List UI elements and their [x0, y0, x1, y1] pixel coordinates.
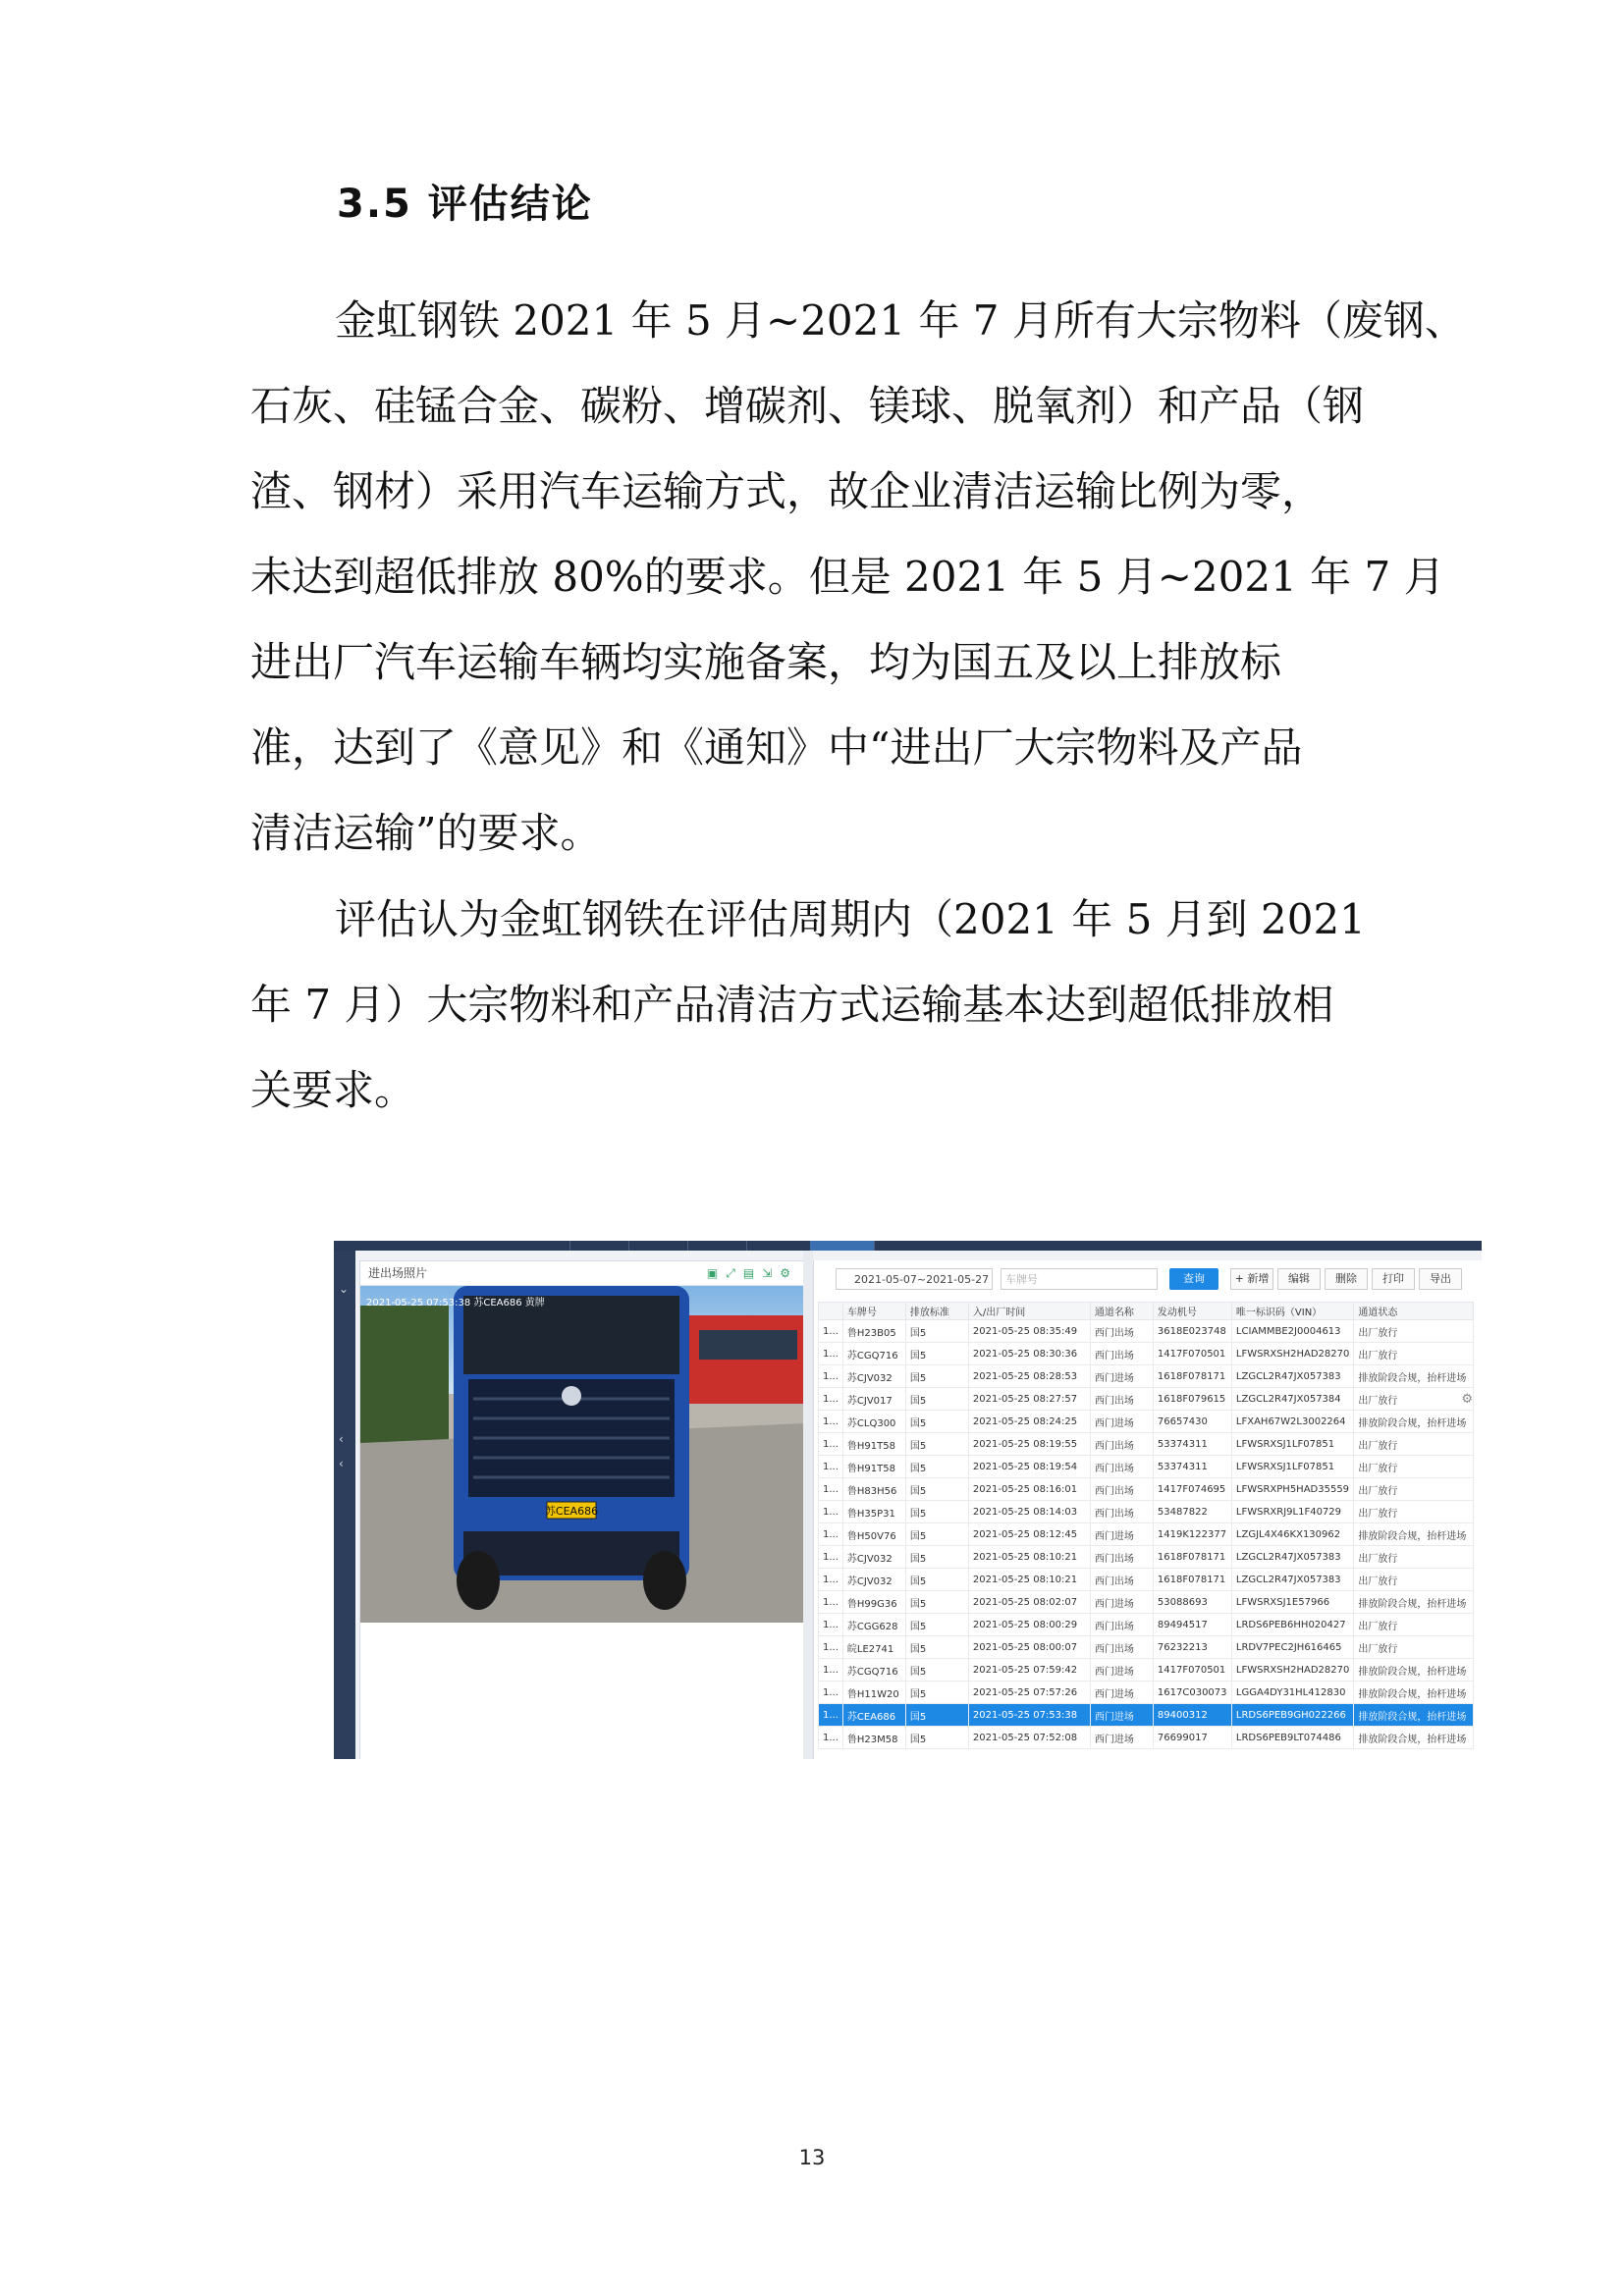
table-cell: 西门出场 — [1090, 1456, 1153, 1478]
print-button[interactable]: 打印 — [1372, 1268, 1415, 1290]
table-cell: 西门出场 — [1090, 1569, 1153, 1591]
table-cell: 1617C030073 — [1153, 1682, 1231, 1704]
table-cell: 排放阶段合规，抬杆进场 — [1354, 1727, 1474, 1749]
table-cell: 1618F079615 — [1153, 1388, 1231, 1411]
text-line: 进出厂汽车运输车辆均实施备案，均为国五及以上排放标 — [250, 638, 1282, 686]
text-line: 年 7 月）大宗物料和产品清洁方式运输基本达到超低排放相 — [250, 981, 1334, 1029]
table-cell: 53088693 — [1153, 1591, 1231, 1614]
table-cell: 出厂放行 — [1354, 1636, 1474, 1659]
table-cell: LRDS6PEB9GH022266 — [1231, 1704, 1353, 1727]
table-cell: 西门出场 — [1090, 1614, 1153, 1636]
table-cell: 苏CJV032 — [842, 1546, 905, 1569]
text-line: 金虹钢铁 2021 年 5 月~2021 年 7 月所有大宗物料（废钢、 — [335, 296, 1466, 345]
column-header[interactable]: 发动机号 — [1153, 1303, 1231, 1320]
column-header[interactable]: 入/出厂时间 — [968, 1303, 1090, 1320]
table-cell: 1... — [819, 1569, 843, 1591]
table-cell: LZGCL2R47JX057383 — [1231, 1546, 1353, 1569]
chevron-left-icon[interactable]: ‹ — [339, 1457, 344, 1470]
table-cell: 2021-05-25 08:00:29 — [968, 1614, 1090, 1636]
table-cell: 国5 — [905, 1478, 968, 1501]
table-cell: 排放阶段合规，抬杆进场 — [1354, 1659, 1474, 1682]
table-cell: 1... — [819, 1478, 843, 1501]
table-cell: 国5 — [905, 1523, 968, 1546]
table-cell: 国5 — [905, 1388, 968, 1411]
table-cell: 西门进场 — [1090, 1727, 1153, 1749]
table-cell: 出厂放行 — [1354, 1456, 1474, 1478]
edit-button[interactable]: 编辑 — [1277, 1268, 1321, 1290]
table-row[interactable] — [819, 1320, 1474, 1343]
table-cell: 国5 — [905, 1636, 968, 1659]
text-line: 石灰、硅锰合金、碳粉、增碳剂、镁球、脱氧剂）和产品（钢 — [250, 382, 1365, 430]
table-cell: 1... — [819, 1411, 843, 1433]
section-heading: 3.5 评估结论 — [337, 182, 593, 227]
table-cell: 国5 — [905, 1682, 968, 1704]
app-top-bar — [334, 1241, 1482, 1251]
table-cell: 西门出场 — [1090, 1343, 1153, 1365]
table-cell: 1... — [819, 1343, 843, 1365]
table-cell: 1417F070501 — [1153, 1343, 1231, 1365]
table-row[interactable] — [819, 1501, 1474, 1523]
table-cell: 出厂放行 — [1354, 1388, 1474, 1411]
chevron-left-icon[interactable]: ‹ — [339, 1432, 344, 1446]
table-cell: LZGCL2R47JX057384 — [1231, 1388, 1353, 1411]
photo-toolbar-icons[interactable]: ▣⤢▤⇲⚙ — [706, 1266, 798, 1280]
table-cell: LFXAH67W2L3002264 — [1231, 1411, 1353, 1433]
paragraph-assessment — [250, 877, 1389, 1133]
table-cell: 1417F074695 — [1153, 1478, 1231, 1501]
table-cell: LCIAMMBE2J0004613 — [1231, 1320, 1353, 1343]
table-cell: 苏CJV017 — [842, 1388, 905, 1411]
table-cell: 1... — [819, 1546, 843, 1569]
table-cell: 国5 — [905, 1569, 968, 1591]
table-cell: 国5 — [905, 1727, 968, 1749]
table-cell: 1417F070501 — [1153, 1659, 1231, 1682]
table-cell: 西门出场 — [1090, 1320, 1153, 1343]
table-cell: 1... — [819, 1704, 843, 1727]
table-cell: 国5 — [905, 1704, 968, 1727]
table-cell: 国5 — [905, 1456, 968, 1478]
table-header-row — [819, 1303, 1474, 1320]
table-cell: 苏CJV032 — [842, 1569, 905, 1591]
table-cell: 排放阶段合规，抬杆进场 — [1354, 1682, 1474, 1704]
table-cell: 出厂放行 — [1354, 1478, 1474, 1501]
column-header[interactable]: 通道状态 — [1354, 1303, 1474, 1320]
table-cell: 西门出场 — [1090, 1388, 1153, 1411]
table-cell: 国5 — [905, 1365, 968, 1388]
table-cell: 2021-05-25 07:52:08 — [968, 1727, 1090, 1749]
table-cell: 1... — [819, 1523, 843, 1546]
table-cell: 2021-05-25 08:19:54 — [968, 1456, 1090, 1478]
vehicle-photo — [360, 1286, 804, 1623]
table-cell: 西门出场 — [1090, 1501, 1153, 1523]
table-cell: 1... — [819, 1320, 843, 1343]
table-cell: 西门进场 — [1090, 1411, 1153, 1433]
table-cell: LRDV7PEC2JH616465 — [1231, 1636, 1353, 1659]
table-cell: 2021-05-25 08:16:01 — [968, 1478, 1090, 1501]
table-cell: 出厂放行 — [1354, 1569, 1474, 1591]
table-cell: 苏CEA686 — [842, 1704, 905, 1727]
text-line: 渣、钢材）采用汽车运输方式，故企业清洁运输比例为零， — [250, 467, 1324, 515]
table-cell: LFWSRXSJ1LF07851 — [1231, 1433, 1353, 1456]
table-cell: 1618F078171 — [1153, 1365, 1231, 1388]
table-cell: 苏CGG628 — [842, 1614, 905, 1636]
splitter[interactable] — [803, 1251, 813, 1759]
table-cell: 53487822 — [1153, 1501, 1231, 1523]
table-cell: 国5 — [905, 1411, 968, 1433]
table-cell: 鲁H23B05 — [842, 1320, 905, 1343]
query-button[interactable]: 查询 — [1169, 1268, 1218, 1290]
table-cell: LZGCL2R47JX057383 — [1231, 1569, 1353, 1591]
table-row[interactable] — [819, 1343, 1474, 1365]
table-cell: 鲁H50V76 — [842, 1523, 905, 1546]
table-cell: 出厂放行 — [1354, 1614, 1474, 1636]
delete-button[interactable]: 删除 — [1325, 1268, 1368, 1290]
table-cell: 排放阶段合规，抬杆进场 — [1354, 1591, 1474, 1614]
photo-panel-header — [360, 1261, 804, 1286]
column-header[interactable]: 通道名称 — [1090, 1303, 1153, 1320]
table-cell: 苏CJV032 — [842, 1365, 905, 1388]
table-cell: 国5 — [905, 1546, 968, 1569]
table-row[interactable] — [819, 1569, 1474, 1591]
table-cell: 出厂放行 — [1354, 1546, 1474, 1569]
table-cell: 国5 — [905, 1614, 968, 1636]
text-line: 关要求。 — [250, 1066, 416, 1114]
table-cell: 西门进场 — [1090, 1704, 1153, 1727]
table-cell: 76699017 — [1153, 1727, 1231, 1749]
table-cell: LRDS6PEB6HH020427 — [1231, 1614, 1353, 1636]
table-cell: 1... — [819, 1659, 843, 1682]
table-cell: 国5 — [905, 1501, 968, 1523]
column-header[interactable]: 车牌号 — [842, 1303, 905, 1320]
table-cell: 1419K122377 — [1153, 1523, 1231, 1546]
photo-overlay-text: 2021-05-25 07:53:38 苏CEA686 黄牌 — [366, 1298, 545, 1308]
table-cell: 西门进场 — [1090, 1365, 1153, 1388]
table-cell: 鲁H99G36 — [842, 1591, 905, 1614]
table-cell: 鲁H91T58 — [842, 1433, 905, 1456]
table-cell: LFWSRXPH5HAD35559 — [1231, 1478, 1353, 1501]
table-row[interactable] — [819, 1636, 1474, 1659]
svg-text:苏CEA686: 苏CEA686 — [544, 1505, 599, 1518]
search-toolbar — [836, 1268, 1464, 1292]
table-cell: 2021-05-25 07:53:38 — [968, 1704, 1090, 1727]
table-cell: 2021-05-25 08:27:57 — [968, 1388, 1090, 1411]
table-cell: 苏CLQ300 — [842, 1411, 905, 1433]
export-button[interactable]: 导出 — [1419, 1268, 1462, 1290]
table-cell: 2021-05-25 08:14:03 — [968, 1501, 1090, 1523]
table-cell: 排放阶段合规，抬杆进场 — [1354, 1704, 1474, 1727]
table-cell: 鲁H91T58 — [842, 1456, 905, 1478]
table-cell: 国5 — [905, 1320, 968, 1343]
table-cell: 西门进场 — [1090, 1591, 1153, 1614]
left-collapse-strip[interactable] — [334, 1251, 355, 1759]
table-cell: 西门出场 — [1090, 1546, 1153, 1569]
column-header[interactable]: 排放标准 — [905, 1303, 968, 1320]
table-cell: 皖LE2741 — [842, 1636, 905, 1659]
table-cell: 出厂放行 — [1354, 1320, 1474, 1343]
table-row[interactable] — [819, 1591, 1474, 1614]
table-cell: 鲁H35P31 — [842, 1501, 905, 1523]
table-row[interactable] — [819, 1411, 1474, 1433]
table-cell: 排放阶段合规，抬杆进场 — [1354, 1411, 1474, 1433]
table-cell: 1... — [819, 1636, 843, 1659]
column-header[interactable]: 唯一标识码（VIN） — [1231, 1303, 1353, 1320]
table-cell: 鲁H23M58 — [842, 1727, 905, 1749]
table-cell: 苏CGQ716 — [842, 1343, 905, 1365]
table-cell: 西门出场 — [1090, 1636, 1153, 1659]
table-cell: LGGA4DY31HL412830 — [1231, 1682, 1353, 1704]
table-row[interactable] — [819, 1614, 1474, 1636]
paragraph-conclusion — [250, 278, 1466, 876]
table-cell: 76232213 — [1153, 1636, 1231, 1659]
table-cell: 排放阶段合规，抬杆进场 — [1354, 1365, 1474, 1388]
table-cell: 53374311 — [1153, 1433, 1231, 1456]
table-row[interactable] — [819, 1659, 1474, 1682]
photo-panel — [359, 1260, 805, 1759]
table-cell: 2021-05-25 07:57:26 — [968, 1682, 1090, 1704]
table-cell: 2021-05-25 08:30:36 — [968, 1343, 1090, 1365]
table-cell: 2021-05-25 08:35:49 — [968, 1320, 1090, 1343]
plate-search-input[interactable]: 车牌号 — [1001, 1268, 1158, 1290]
table-row[interactable] — [819, 1523, 1474, 1546]
add-button[interactable]: + 新增 — [1230, 1268, 1273, 1290]
table-cell: 西门进场 — [1090, 1659, 1153, 1682]
table-cell: 2021-05-25 08:00:07 — [968, 1636, 1090, 1659]
table-cell: 2021-05-25 08:24:25 — [968, 1411, 1090, 1433]
table-row[interactable] — [819, 1546, 1474, 1569]
table-cell: 53374311 — [1153, 1456, 1231, 1478]
table-cell: 2021-05-25 08:10:21 — [968, 1569, 1090, 1591]
table-row[interactable] — [819, 1433, 1474, 1456]
table-cell: 出厂放行 — [1354, 1433, 1474, 1456]
table-row[interactable] — [819, 1388, 1474, 1411]
table-cell: LZGJL4X46KX130962 — [1231, 1523, 1353, 1546]
photo-panel-title: 进出场照片 — [368, 1266, 428, 1280]
table-cell: 3618E023748 — [1153, 1320, 1231, 1343]
table-cell: 1... — [819, 1614, 843, 1636]
table-cell: 2021-05-25 08:02:07 — [968, 1591, 1090, 1614]
page-number: 13 — [798, 2146, 826, 2169]
table-cell: 89400312 — [1153, 1704, 1231, 1727]
table-cell: LFWSRXRJ9L1F40729 — [1231, 1501, 1353, 1523]
table-cell: 1... — [819, 1388, 843, 1411]
table-cell: LRDS6PEB9LT074486 — [1231, 1727, 1353, 1749]
table-cell: 1... — [819, 1591, 843, 1614]
table-cell: 国5 — [905, 1343, 968, 1365]
table-cell: 2021-05-25 08:10:21 — [968, 1546, 1090, 1569]
table-row[interactable] — [819, 1682, 1474, 1704]
table-cell: 76657430 — [1153, 1411, 1231, 1433]
text-line: 清洁运输”的要求。 — [250, 809, 602, 857]
table-cell: 西门进场 — [1090, 1682, 1153, 1704]
table-cell: 鲁H11W20 — [842, 1682, 905, 1704]
table-cell: 1... — [819, 1727, 843, 1749]
table-cell: 2021-05-25 07:59:42 — [968, 1659, 1090, 1682]
table-cell: 鲁H83H56 — [842, 1478, 905, 1501]
text-line: 未达到超低排放 80%的要求。但是 2021 年 5 月~2021 年 7 月 — [250, 553, 1445, 601]
table-cell: LFWSRXSJ1LF07851 — [1231, 1456, 1353, 1478]
table-cell: 89494517 — [1153, 1614, 1231, 1636]
table-cell: 1... — [819, 1456, 843, 1478]
table-cell: 国5 — [905, 1433, 968, 1456]
table-cell: LZGCL2R47JX057383 — [1231, 1365, 1353, 1388]
table-cell: 苏CGQ716 — [842, 1659, 905, 1682]
table-cell: 1... — [819, 1433, 843, 1456]
text-line: 评估认为金虹钢铁在评估周期内（2021 年 5 月到 2021 — [335, 895, 1366, 943]
table-row[interactable] — [819, 1365, 1474, 1388]
table-cell: 1... — [819, 1365, 843, 1388]
table-cell: 西门进场 — [1090, 1523, 1153, 1546]
vehicle-record-panel — [813, 1260, 1482, 1759]
table-cell: 1618F078171 — [1153, 1569, 1231, 1591]
table-cell: 2021-05-25 08:19:55 — [968, 1433, 1090, 1456]
settings-gear-icon[interactable]: ⚙ — [1461, 1392, 1473, 1407]
table-cell: LFWSRXSH2HAD28270 — [1231, 1343, 1353, 1365]
table-row[interactable] — [819, 1704, 1474, 1727]
text-line: 准，达到了《意见》和《通知》中“进出厂大宗物料及产品 — [250, 723, 1303, 772]
table-cell: 出厂放行 — [1354, 1501, 1474, 1523]
column-header-index — [819, 1303, 843, 1320]
table-cell: 国5 — [905, 1659, 968, 1682]
table-cell: 2021-05-25 08:12:45 — [968, 1523, 1090, 1546]
table-row[interactable] — [819, 1727, 1474, 1749]
table-cell: 排放阶段合规，抬杆进场 — [1354, 1523, 1474, 1546]
table-cell: 出厂放行 — [1354, 1343, 1474, 1365]
table-row[interactable] — [819, 1478, 1474, 1501]
system-screenshot — [334, 1241, 1482, 1759]
table-row[interactable] — [819, 1456, 1474, 1478]
table-cell: 西门出场 — [1090, 1478, 1153, 1501]
chevron-down-icon[interactable]: ⌄ — [339, 1282, 350, 1296]
table-cell: 1... — [819, 1501, 843, 1523]
date-range-input[interactable]: 2021-05-07~2021-05-27 — [836, 1268, 993, 1290]
table-cell: 西门出场 — [1090, 1433, 1153, 1456]
vehicle-record-table — [818, 1302, 1474, 1749]
table-cell: 国5 — [905, 1591, 968, 1614]
table-cell: LFWSRXSJ1E57966 — [1231, 1591, 1353, 1614]
table-cell: 2021-05-25 08:28:53 — [968, 1365, 1090, 1388]
table-cell: LFWSRXSH2HAD28270 — [1231, 1659, 1353, 1682]
table-cell: 1... — [819, 1682, 843, 1704]
table-cell: 1618F078171 — [1153, 1546, 1231, 1569]
